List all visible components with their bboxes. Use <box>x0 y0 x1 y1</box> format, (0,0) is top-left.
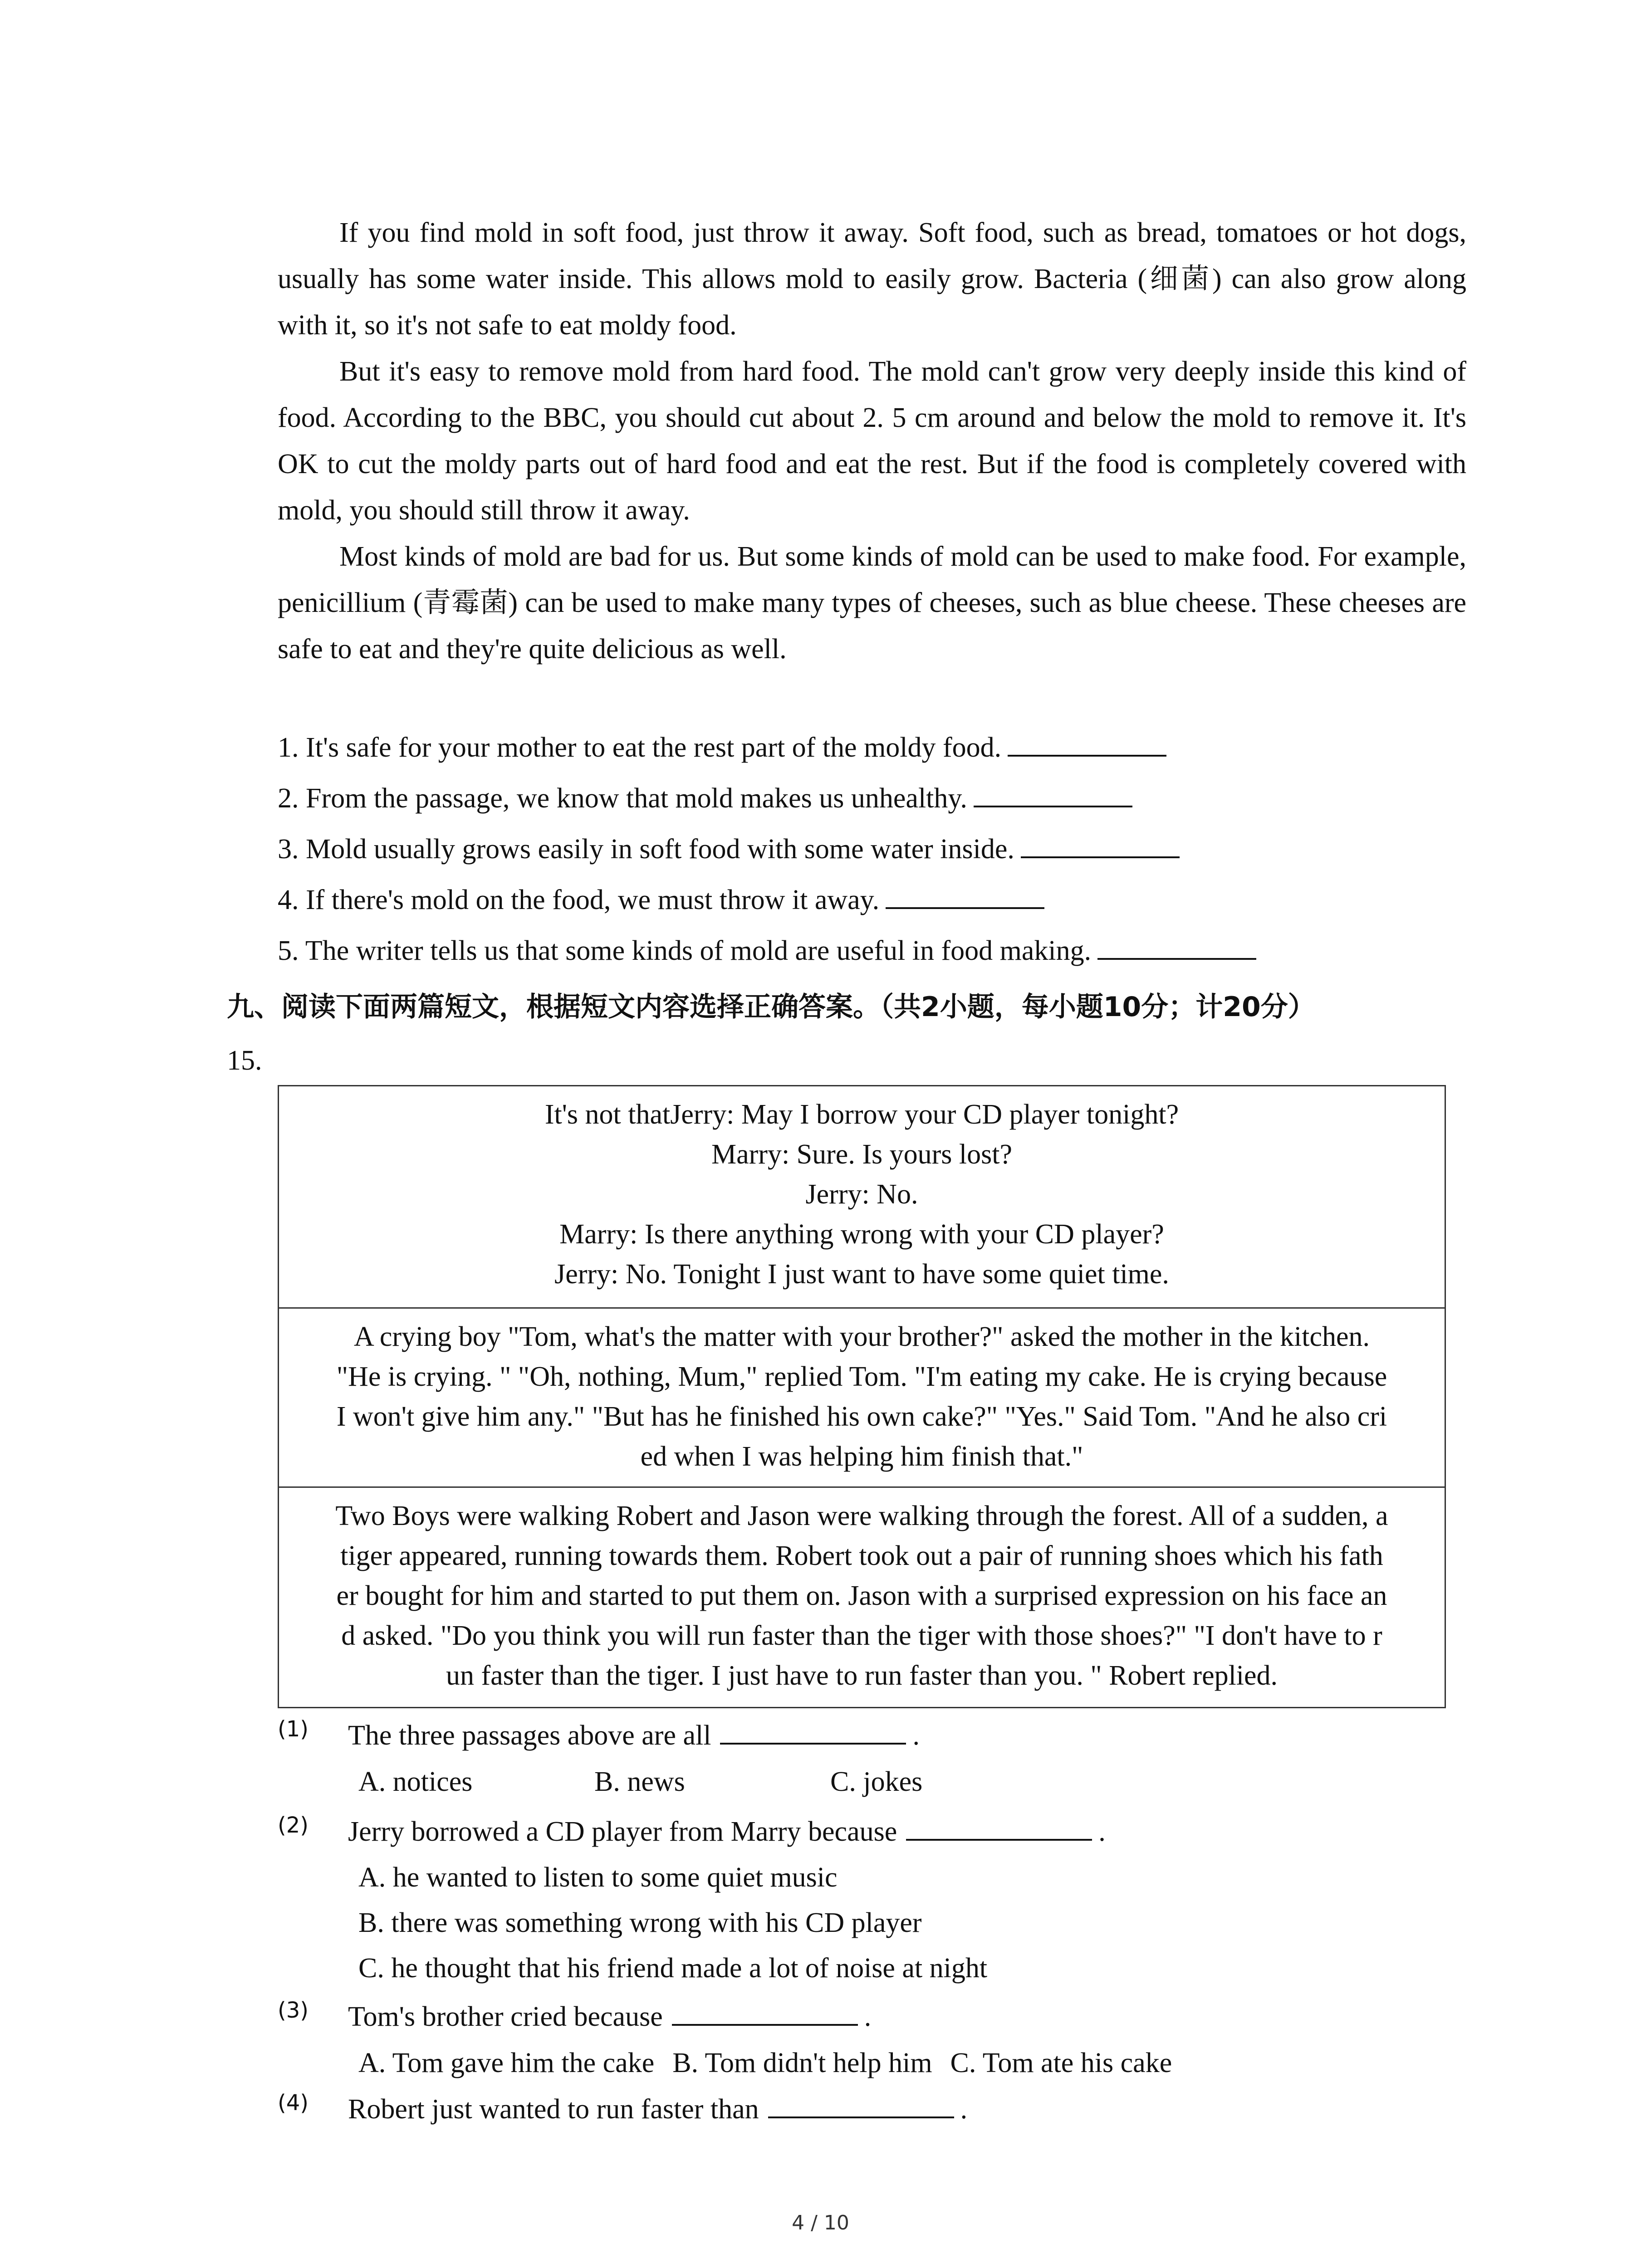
option-a[interactable]: A. he wanted to listen to some quiet music <box>358 1862 838 1893</box>
joke-line: Marry: Sure. Is yours lost? <box>711 1139 1012 1170</box>
tf-question-1 <box>278 722 1503 773</box>
joke-line: Marry: Is there anything wrong with your CD player? <box>559 1219 1164 1250</box>
passage-paragraph-3: Most kinds of mold are bad for us. But some kinds of mold can be used to make food. For example, penicillium (青霉菌) can be used to make many types of cheeses, such as blue cheese. These cheeses are safe to eat and they're quite delicious as well. <box>278 541 1466 665</box>
punctuation: . <box>864 2001 872 2032</box>
option-a[interactable]: A. notices <box>358 1766 473 1797</box>
multiple-choice-questions <box>278 1712 1457 2132</box>
joke-line: ed when I was helping him finish that." <box>640 1441 1083 1472</box>
joke-line: Two Boys were walking Robert and Jason were walking through the forest. All of a sudden, a <box>335 1501 1388 1531</box>
joke-line: "He is crying. " "Oh, nothing, Mum," replied Tom. "I'm eating my cake. He is crying because <box>336 1361 1387 1392</box>
option-a[interactable]: A. Tom gave him the cake <box>358 2048 655 2078</box>
question-stem: Jerry borrowed a CD player from Marry because <box>348 1816 897 1847</box>
mcq-question-1 <box>278 1712 1457 1759</box>
tf-question-text: 4. If there's mold on the food, we must throw it away. <box>278 885 880 915</box>
answer-blank[interactable] <box>768 2089 954 2118</box>
punctuation: . <box>960 2094 968 2125</box>
option-c[interactable]: C. jokes <box>830 1766 923 1797</box>
option-b[interactable]: B. there was something wrong with his CD player <box>358 1907 922 1938</box>
question-label: (2) <box>278 1813 309 1838</box>
question-stem: Tom's brother cried because <box>348 2001 663 2032</box>
mcq-question-3 <box>278 1994 1457 2040</box>
answer-blank[interactable] <box>886 880 1044 909</box>
joke-cell-cd-player <box>279 1086 1445 1307</box>
section-heading: 九、阅读下面两篇短文，根据短文内容选择正确答案。（共2小题，每小题10分；计20分） <box>227 991 1315 1023</box>
joke-line: It's not thatJerry: May I borrow your CD player tonight? <box>544 1099 1179 1130</box>
tf-question-text: 3. Mold usually grows easily in soft food with some water inside. <box>278 834 1014 865</box>
option-b[interactable]: B. news <box>594 1766 685 1797</box>
question-label: (1) <box>278 1716 309 1742</box>
joke-line: un faster than the tiger. I just have to run faster than you. " Robert replied. <box>446 1660 1278 1691</box>
passage-paragraph-1: If you find mold in soft food, just throw it away. Soft food, such as bread, tomatoes or hot dogs, usually has some water inside. This allows mold to easily grow. Bacteria (细菌) can also grow along with it, so it's not safe to eat moldy food. <box>278 217 1466 341</box>
joke-cell-two-boys <box>279 1486 1445 1707</box>
options-row <box>278 2040 1457 2086</box>
reading-passage <box>278 210 1466 672</box>
question-number: 15. <box>227 1045 262 1076</box>
answer-blank[interactable] <box>720 1716 906 1745</box>
answer-blank[interactable] <box>974 778 1132 807</box>
joke-line: I won't give him any." "But has he finished his own cake?" "Yes." Said Tom. "And he also cri <box>336 1401 1387 1432</box>
option-b[interactable]: B. Tom didn't help him <box>672 2048 932 2078</box>
question-label: (4) <box>278 2090 309 2116</box>
joke-line: tiger appeared, running towards them. Robert took out a pair of running shoes which his fath <box>340 1540 1383 1571</box>
mcq-question-4 <box>278 2086 1457 2132</box>
tf-question-text: 5. The writer tells us that some kinds of mold are useful in food making. <box>278 935 1092 966</box>
tf-question-5 <box>278 925 1503 976</box>
tf-question-2 <box>278 773 1503 824</box>
tf-question-text: 2. From the passage, we know that mold makes us unhealthy. <box>278 783 967 814</box>
jokes-table <box>278 1085 1446 1708</box>
option-c[interactable]: C. Tom ate his cake <box>950 2048 1172 2078</box>
answer-blank[interactable] <box>672 1997 858 2026</box>
joke-line: er bought for him and started to put them on. Jason with a surprised expression on his face an <box>336 1580 1387 1611</box>
passage-paragraph-2: But it's easy to remove mold from hard food. The mold can't grow very deeply inside this kind of food. According to the BBC, you should cut about 2. 5 cm around and below the mold to remove it. It's OK to cut the moldy parts out of hard food and eat the rest. But if the food is completely covered with mold, you should still throw it away. <box>278 356 1466 526</box>
tf-question-4 <box>278 875 1503 925</box>
question-stem: The three passages above are all <box>348 1720 711 1751</box>
joke-line: Jerry: No. <box>805 1179 918 1210</box>
tf-question-3 <box>278 824 1503 875</box>
answer-blank[interactable] <box>1008 728 1166 757</box>
question-label: (3) <box>278 1998 309 2023</box>
answer-blank[interactable] <box>1021 829 1180 858</box>
answer-blank[interactable] <box>906 1812 1092 1841</box>
option-c[interactable]: C. he thought that his friend made a lot of noise at night <box>358 1953 988 1984</box>
options-row <box>278 1759 1457 1805</box>
joke-line: A crying boy "Tom, what's the matter with your brother?" asked the mother in the kitchen. <box>354 1321 1370 1352</box>
mcq-question-2 <box>278 1809 1457 1855</box>
question-stem: Robert just wanted to run faster than <box>348 2094 759 2125</box>
page-number: 4 / 10 <box>792 2211 849 2234</box>
true-false-questions <box>278 722 1503 976</box>
joke-line: Jerry: No. Tonight I just want to have some quiet time. <box>554 1259 1169 1290</box>
punctuation: . <box>1098 1816 1106 1847</box>
punctuation: . <box>912 1720 920 1751</box>
joke-cell-crying-boy <box>279 1307 1445 1486</box>
answer-blank[interactable] <box>1097 931 1256 960</box>
tf-question-text: 1. It's safe for your mother to eat the rest part of the moldy food. <box>278 732 1002 763</box>
joke-line: d asked. "Do you think you will run faster than the tiger with those shoes?" "I don't have to r <box>341 1620 1382 1651</box>
